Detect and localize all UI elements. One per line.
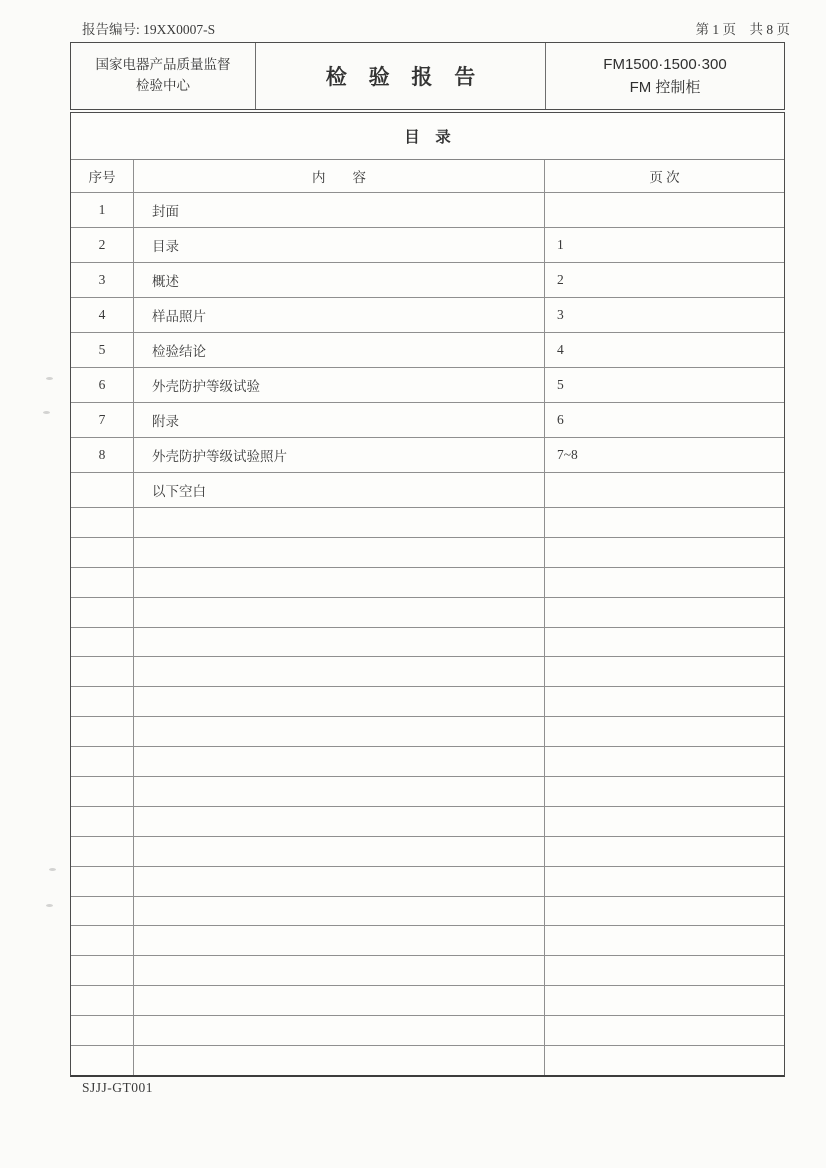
toc-row: [71, 263, 784, 298]
toc-empty-row: [71, 717, 784, 747]
report-number: [82, 18, 215, 38]
toc-cell-content: [133, 568, 544, 597]
report-number-value: 19XX0007-S: [143, 22, 216, 37]
toc-cell-content: [133, 717, 544, 746]
toc-cell-page: [544, 538, 784, 567]
product-model-cell: [545, 43, 784, 109]
toc-empty-row: [71, 687, 784, 717]
toc-empty-row: [71, 657, 784, 687]
toc-cell-content: [133, 657, 544, 686]
toc-cell-index: [71, 473, 133, 507]
toc-empty-row: [71, 538, 784, 568]
toc-cell-page: [544, 717, 784, 746]
report-number-label: 报告编号:: [82, 22, 140, 37]
toc-table: [70, 112, 785, 1077]
toc-empty-row: [71, 926, 784, 956]
report-header-table: [70, 42, 785, 110]
toc-cell-content: [133, 777, 544, 806]
toc-cell-content: [133, 508, 544, 537]
toc-cell-content: [133, 628, 544, 657]
toc-row: [71, 333, 784, 368]
toc-cell-index: [71, 598, 133, 627]
toc-cell-content: [133, 538, 544, 567]
toc-cell-index: [71, 628, 133, 657]
product-model-line1: FM1500·1500·300: [603, 55, 727, 73]
scan-artifact: [46, 377, 53, 380]
report-title-cell: [255, 43, 545, 109]
product-model-line2: FM 控制柜: [629, 79, 701, 96]
page-indicator: 第 1 页 共 8 页: [695, 22, 790, 37]
toc-cell-index: [71, 538, 133, 567]
toc-cell-index: 7: [98, 412, 106, 427]
toc-cell-content: [133, 897, 544, 926]
toc-col-header-index: 序号: [88, 170, 116, 185]
toc-cell-page: [544, 897, 784, 926]
toc-empty-row: [71, 807, 784, 837]
toc-cell-page: 5: [544, 368, 784, 402]
toc-cell-index: [71, 926, 133, 955]
toc-cell-content: 概述: [133, 263, 544, 297]
toc-cell-index: [71, 747, 133, 776]
toc-empty-row: [71, 568, 784, 598]
toc-cell-index: [71, 867, 133, 896]
toc-cell-page: [544, 687, 784, 716]
toc-cell-index: [71, 777, 133, 806]
toc-cell-page: 3: [544, 298, 784, 332]
org-name-line2: 检验中心: [136, 78, 190, 93]
report-title: 检 验 报 告: [325, 66, 484, 89]
toc-row: [71, 438, 784, 473]
toc-cell-page: [544, 777, 784, 806]
toc-cell-index: [71, 956, 133, 985]
scan-artifact: [43, 411, 50, 414]
toc-cell-page: [544, 926, 784, 955]
toc-cell-content: [133, 956, 544, 985]
toc-cell-index: 8: [98, 447, 106, 462]
toc-cell-content: 附录: [133, 403, 544, 437]
toc-cell-index: [71, 837, 133, 866]
toc-empty-row: [71, 508, 784, 538]
toc-cell-content: [133, 747, 544, 776]
toc-cell-index: 5: [98, 342, 106, 357]
toc-cell-content: [133, 837, 544, 866]
toc-empty-row: [71, 986, 784, 1016]
toc-empty-row: [71, 777, 784, 807]
toc-empty-row: [71, 598, 784, 628]
toc-cell-index: [71, 508, 133, 537]
toc-cell-content: [133, 687, 544, 716]
toc-cell-page: [544, 807, 784, 836]
toc-cell-content: 样品照片: [133, 298, 544, 332]
toc-cell-content: 检验结论: [133, 333, 544, 367]
toc-empty-row: [71, 1016, 784, 1046]
toc-cell-page: [544, 193, 784, 227]
toc-cell-page: [544, 747, 784, 776]
toc-cell-index: [71, 986, 133, 1015]
toc-cell-index: [71, 687, 133, 716]
toc-empty-row: [71, 747, 784, 777]
toc-col-header-content: 内 容: [133, 160, 544, 192]
toc-cell-index: 2: [98, 237, 106, 252]
toc-cell-page: [544, 568, 784, 597]
page-meta-line: [82, 18, 790, 38]
toc-cell-index: [71, 807, 133, 836]
toc-cell-page: [544, 986, 784, 1015]
toc-cell-content: 封面: [133, 193, 544, 227]
toc-col-header-page: 页 次: [544, 160, 784, 192]
toc-cell-index: [71, 1016, 133, 1045]
toc-cell-index: [71, 897, 133, 926]
toc-cell-content: [133, 1046, 544, 1075]
toc-row: [71, 228, 784, 263]
toc-empty-row: [71, 1046, 784, 1075]
toc-column-header-row: [71, 160, 784, 193]
scan-artifact: [46, 904, 53, 907]
toc-section-title: 目 录: [71, 113, 784, 160]
toc-cell-content: 目录: [133, 228, 544, 262]
toc-cell-content: [133, 807, 544, 836]
toc-cell-page: [544, 598, 784, 627]
toc-cell-page: [544, 956, 784, 985]
toc-empty-row: [71, 867, 784, 897]
toc-cell-page: [544, 837, 784, 866]
toc-empty-row: [71, 628, 784, 658]
toc-cell-page: 1: [544, 228, 784, 262]
toc-row: [71, 298, 784, 333]
toc-cell-content: 外壳防护等级试验照片: [133, 438, 544, 472]
toc-cell-page: 2: [544, 263, 784, 297]
toc-row: [71, 403, 784, 438]
toc-cell-index: [71, 1046, 133, 1075]
toc-cell-content: [133, 867, 544, 896]
toc-cell-page: [544, 1016, 784, 1045]
toc-cell-content: [133, 598, 544, 627]
toc-cell-index: [71, 657, 133, 686]
org-name-line1: 国家电器产品质量监督: [95, 57, 231, 73]
toc-cell-content: [133, 986, 544, 1015]
toc-cell-page: [544, 508, 784, 537]
toc-empty-row: [71, 956, 784, 986]
toc-cell-page: [544, 657, 784, 686]
toc-cell-content: [133, 1016, 544, 1045]
issuing-org-cell: [71, 43, 255, 109]
toc-cell-page: [544, 1046, 784, 1075]
toc-cell-index: 4: [98, 307, 106, 322]
toc-cell-page: 7~8: [544, 438, 784, 472]
toc-cell-page: 4: [544, 333, 784, 367]
toc-cell-index: 3: [98, 272, 106, 287]
toc-cell-page: [544, 628, 784, 657]
toc-cell-index: [71, 568, 133, 597]
toc-cell-page: 6: [544, 403, 784, 437]
toc-row: [71, 193, 784, 228]
toc-cell-content: 以下空白: [133, 473, 544, 507]
scan-artifact: [49, 868, 56, 871]
toc-empty-row: [71, 897, 784, 927]
toc-cell-content: 外壳防护等级试验: [133, 368, 544, 402]
toc-row: [71, 473, 784, 508]
form-code: SJJJ-GT001: [82, 1080, 154, 1095]
toc-cell-page: [544, 867, 784, 896]
toc-cell-page: [544, 473, 784, 507]
toc-empty-row: [71, 837, 784, 867]
toc-cell-index: [71, 717, 133, 746]
toc-cell-content: [133, 926, 544, 955]
toc-cell-index: 1: [98, 202, 106, 217]
toc-row: [71, 368, 784, 403]
toc-cell-index: 6: [98, 377, 106, 392]
